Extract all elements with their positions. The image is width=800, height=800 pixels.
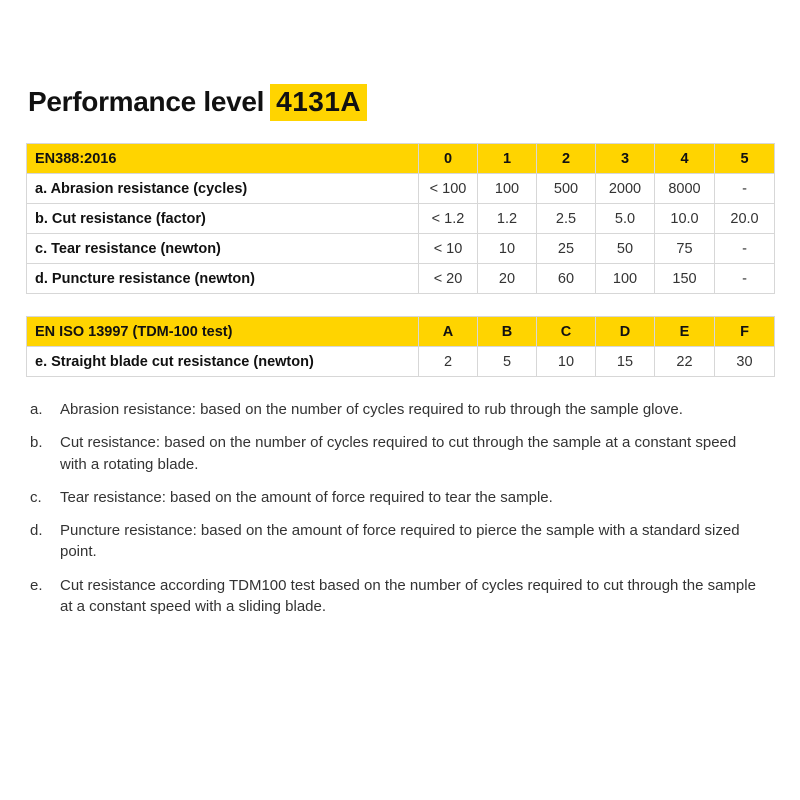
cell-tear-0: < 10	[419, 234, 478, 264]
cell-cut-5: 20.0	[715, 204, 775, 234]
list-item	[30, 520, 774, 563]
cell-straight-blade-a: 2	[419, 347, 478, 377]
list-item	[30, 487, 774, 508]
list-item	[30, 575, 774, 618]
note-text-e: Cut resistance according TDM100 test based on the number of cycles required to cut through the sample at a constant speed with a sliding blade.	[60, 576, 756, 616]
note-text-d: Puncture resistance: based on the amount of force required to pierce the sample with a standard sized point.	[60, 522, 740, 561]
note-key-b: b.	[30, 434, 43, 452]
cell-abrasion-1: 100	[478, 174, 537, 204]
cell-puncture-1: 20	[478, 264, 537, 294]
table-row	[27, 174, 775, 204]
page-title-text: Performance level	[28, 86, 265, 117]
column-header-0: 0	[419, 144, 478, 174]
cell-straight-blade-d: 15	[596, 347, 655, 377]
row-label-tear: c. Tear resistance (newton)	[27, 234, 419, 264]
cell-puncture-4: 150	[655, 264, 715, 294]
table-header-row	[27, 317, 775, 347]
note-text-b: Cut resistance: based on the number of cycles required to cut through the sample at a constant speed with a rotating blade.	[60, 434, 737, 473]
note-text-c: Tear resistance: based on the amount of force required to tear the sample.	[60, 488, 553, 506]
cell-puncture-3: 100	[596, 264, 655, 294]
cell-straight-blade-c: 10	[537, 347, 596, 377]
cell-tear-1: 10	[478, 234, 537, 264]
en388-standard-label: EN388:2016	[27, 144, 419, 174]
note-key-d: d.	[30, 522, 43, 540]
column-header-1: 1	[478, 144, 537, 174]
list-item	[30, 432, 774, 475]
cell-cut-0: < 1.2	[419, 204, 478, 234]
cell-tear-4: 75	[655, 234, 715, 264]
column-header-d: D	[596, 317, 655, 347]
cell-abrasion-4: 8000	[655, 174, 715, 204]
cell-cut-4: 10.0	[655, 204, 715, 234]
cell-straight-blade-e: 22	[655, 347, 715, 377]
column-header-3: 3	[596, 144, 655, 174]
note-key-e: e.	[30, 576, 43, 594]
column-header-5: 5	[715, 144, 775, 174]
column-header-4: 4	[655, 144, 715, 174]
cell-straight-blade-f: 30	[715, 347, 775, 377]
table-row	[27, 264, 775, 294]
row-label-puncture: d. Puncture resistance (newton)	[27, 264, 419, 294]
cell-tear-3: 50	[596, 234, 655, 264]
en388-table	[26, 143, 775, 294]
cell-tear-2: 25	[537, 234, 596, 264]
column-header-a: A	[419, 317, 478, 347]
page-title	[26, 84, 774, 121]
cell-abrasion-2: 500	[537, 174, 596, 204]
cell-abrasion-0: < 100	[419, 174, 478, 204]
en-iso-standard-label: EN ISO 13997 (TDM-100 test)	[27, 317, 419, 347]
column-header-e: E	[655, 317, 715, 347]
cell-straight-blade-b: 5	[478, 347, 537, 377]
cell-puncture-0: < 20	[419, 264, 478, 294]
cell-cut-1: 1.2	[478, 204, 537, 234]
column-header-2: 2	[537, 144, 596, 174]
cell-abrasion-3: 2000	[596, 174, 655, 204]
cell-puncture-2: 60	[537, 264, 596, 294]
list-item	[30, 399, 774, 420]
column-header-b: B	[478, 317, 537, 347]
row-label-straight-blade: e. Straight blade cut resistance (newton)	[27, 347, 419, 377]
note-text-a: Abrasion resistance: based on the number of cycles required to rub through the sample glove.	[60, 401, 683, 418]
row-label-abrasion: a. Abrasion resistance (cycles)	[27, 174, 419, 204]
table-row	[27, 204, 775, 234]
table-row	[27, 347, 775, 377]
table-row	[27, 234, 775, 264]
cell-abrasion-5: -	[715, 174, 775, 204]
note-key-a: a.	[30, 401, 43, 418]
cell-cut-2: 2.5	[537, 204, 596, 234]
column-header-f: F	[715, 317, 775, 347]
cell-tear-5: -	[715, 234, 775, 264]
notes-list	[26, 399, 774, 617]
table-header-row	[27, 144, 775, 174]
cell-cut-3: 5.0	[596, 204, 655, 234]
cell-puncture-5: -	[715, 264, 775, 294]
en-iso-13997-table	[26, 316, 775, 377]
note-key-c: c.	[30, 488, 42, 506]
performance-level-badge: 4131A	[270, 84, 367, 121]
column-header-c: C	[537, 317, 596, 347]
row-label-cut: b. Cut resistance (factor)	[27, 204, 419, 234]
